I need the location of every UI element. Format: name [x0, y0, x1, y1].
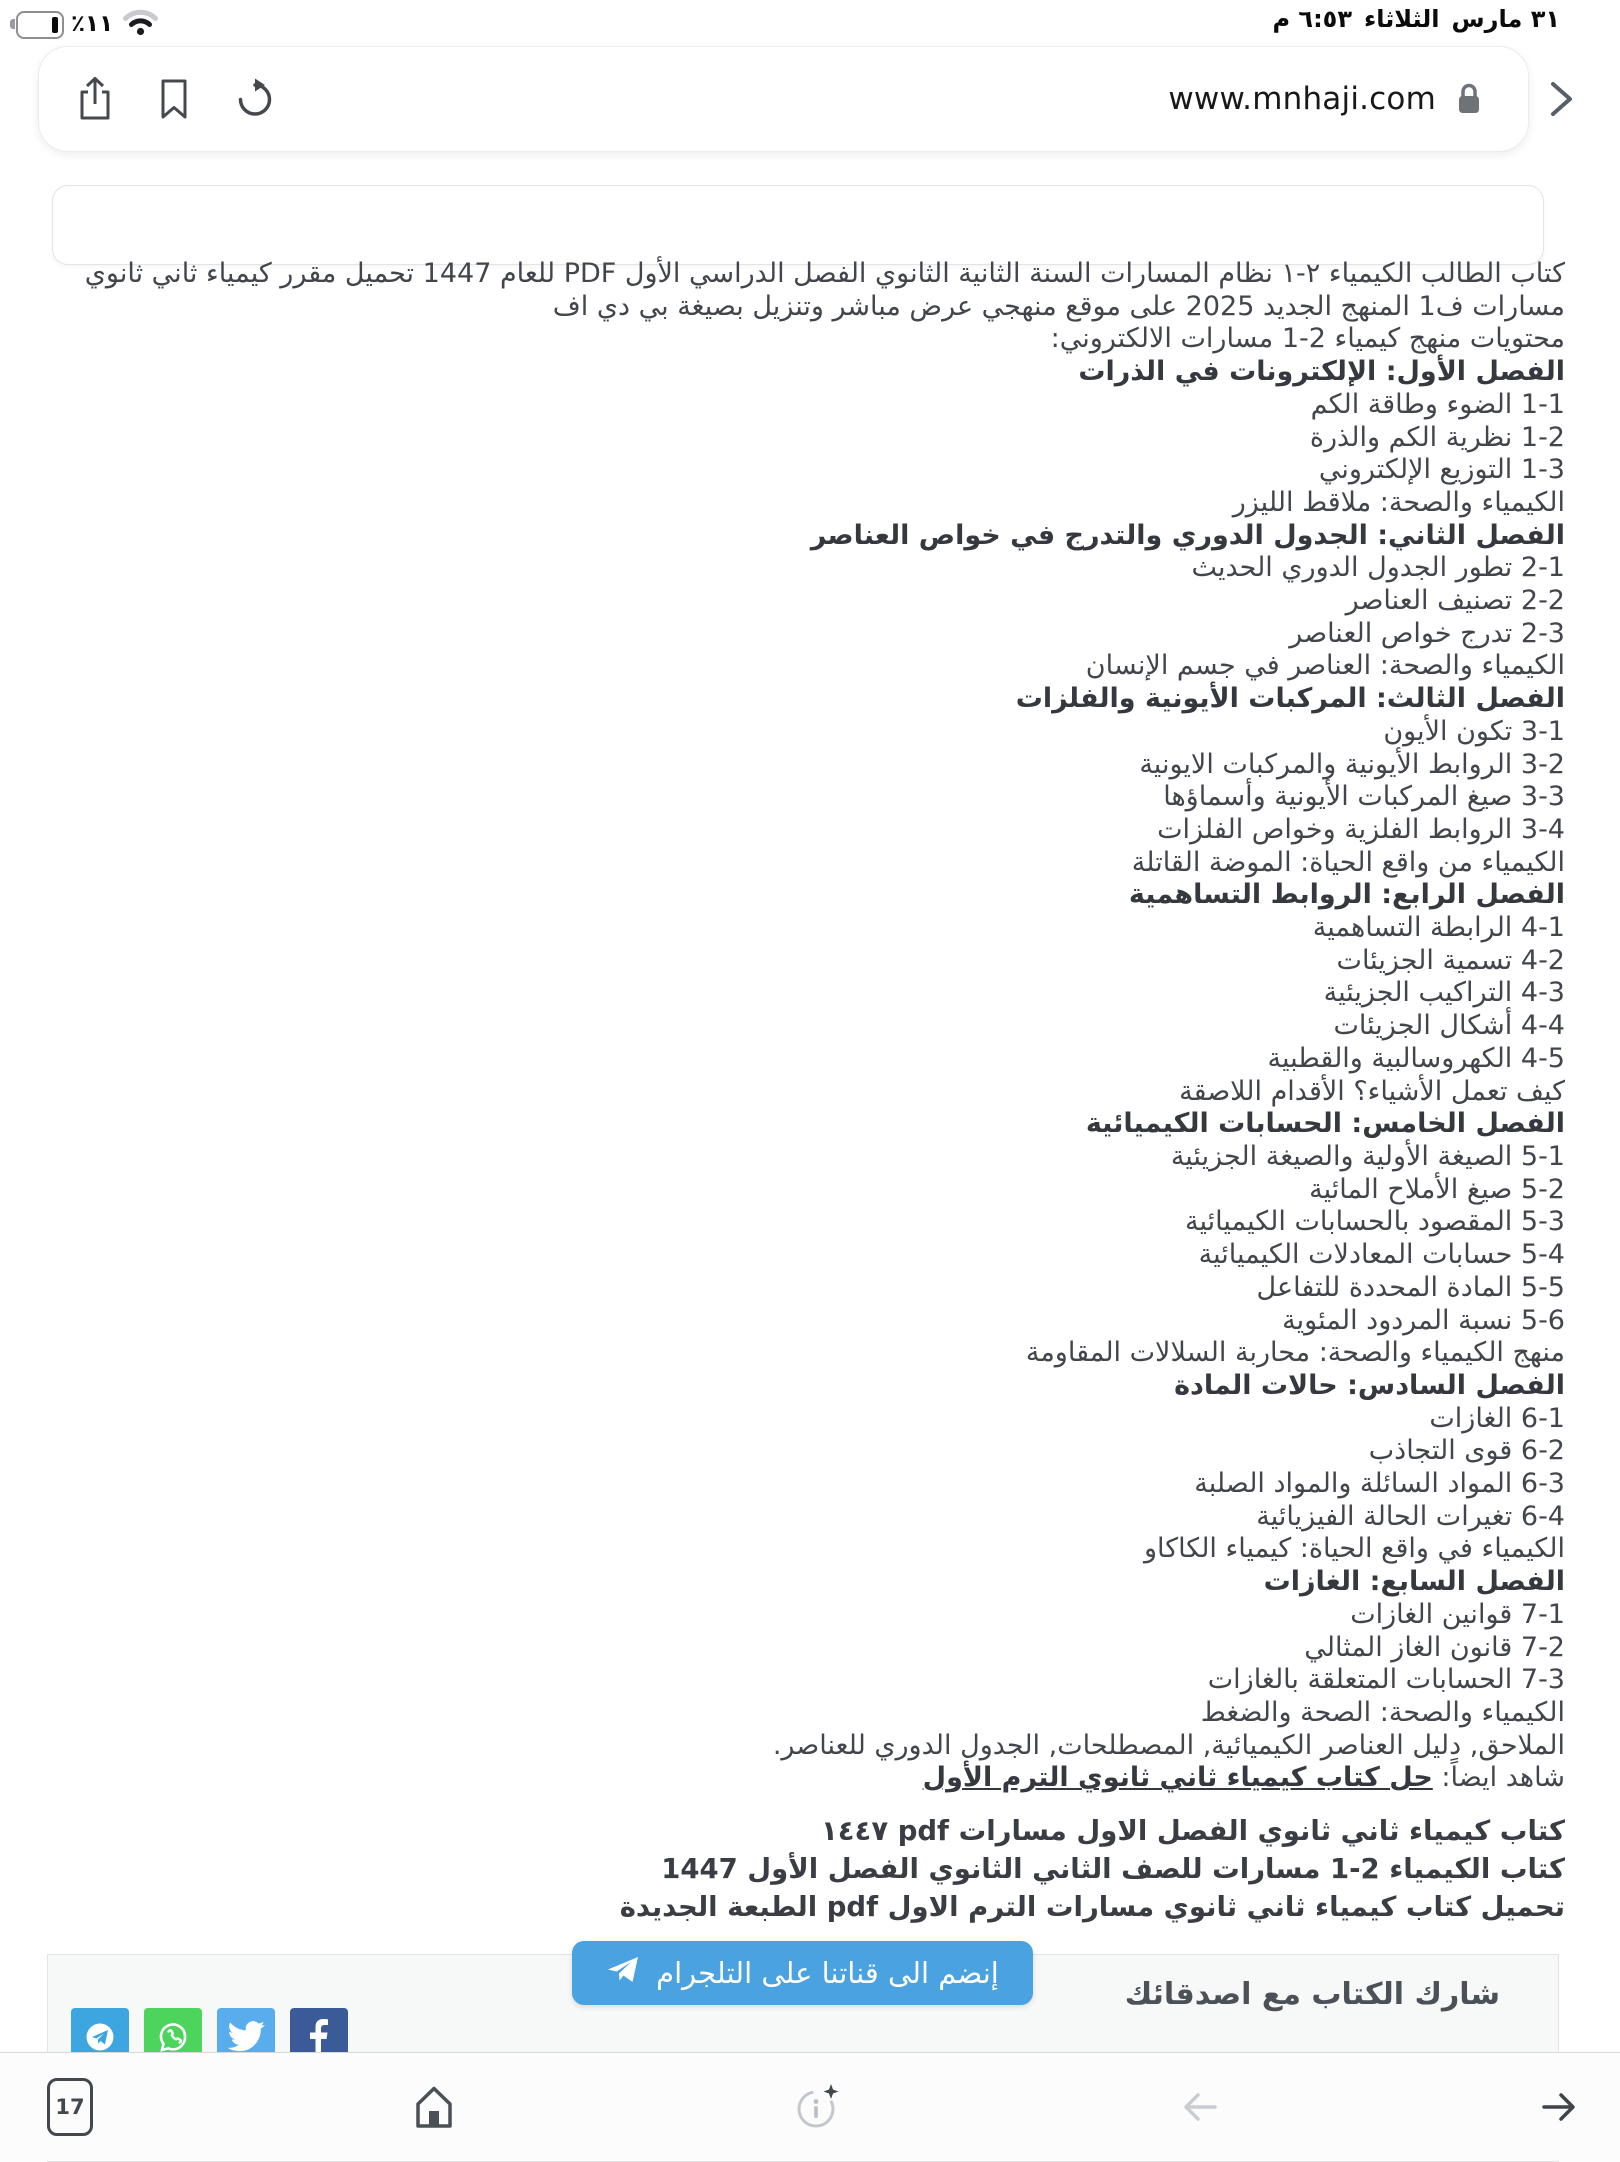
keyword-line: تحميل كتاب كيمياء ثاني ثانوي مسارات الترم الاول pdf الطبعة الجديدة	[619, 1891, 1565, 1923]
toc-line: 1-3 التوزيع الإلكتروني	[1318, 454, 1565, 486]
status-bar	[0, 0, 1620, 42]
toc-line: الملاحق, دليل العناصر الكيميائية, المصطلحات, الجدول الدوري للعناصر.	[772, 1729, 1565, 1761]
telegram-join-label: إنضم الى قناتنا على التلجرام	[656, 1956, 999, 1990]
lock-icon	[1454, 80, 1484, 118]
chapter-heading: الفصل السادس: حالات المادة	[1174, 1369, 1565, 1401]
toc-line: 5-6 نسبة المردود المئوية	[1282, 1304, 1565, 1336]
toc-line: 6-4 تغيرات الحالة الفيزيائية	[1256, 1500, 1565, 1532]
toc-line: 7-3 الحسابات المتعلقة بالغازات	[1207, 1664, 1565, 1696]
article-content	[40, 258, 1565, 1795]
toc-line: 5-4 حسابات المعادلات الكيميائية	[1198, 1239, 1565, 1271]
toc-line: 4-2 تسمية الجزيئات	[1336, 944, 1565, 976]
keyword-line: كتاب كيمياء ثاني ثانوي الفصل الاول مسارات pdf ١٤٤٧	[820, 1815, 1565, 1847]
toc-line: 5-5 المادة المحددة للتفاعل	[1256, 1271, 1565, 1303]
toc-line: 1-1 الضوء وطاقة الكم	[1310, 388, 1565, 420]
status-datetime	[1272, 5, 1560, 33]
back-arrow-icon[interactable]	[1177, 2053, 1221, 2161]
toc-line: 4-5 الكهروسالبية والقطبية	[1267, 1042, 1565, 1074]
see-also-link[interactable]: حل كتاب كيمياء ثاني ثانوي الترم الأول	[922, 1762, 1433, 1794]
intro-paragraph: كتاب الطالب الكيمياء ٢-١ نظام المسارات السنة الثانية الثانوي الفصل الدراسي الأول PDF للعام 1447 تحميل مقرر كيمياء ثاني ثانوي مسارات ف1 المنهج الجديد 2025 على موقع منهجي عرض مباشر وتنزيل بصيغة بي دي اف	[84, 258, 1565, 322]
toc-line: الكيمياء من واقع الحياة: الموضة القاتلة	[1131, 846, 1565, 878]
tabs-icon[interactable]	[47, 2053, 93, 2161]
table-of-contents	[40, 323, 1565, 1762]
toc-line: الكيمياء والصحة: العناصر في جسم الإنسان	[1085, 650, 1565, 682]
toc-line: 3-1 تكون الأيون	[1383, 715, 1565, 747]
bookmark-icon[interactable]	[157, 77, 191, 121]
toc-line: 6-3 المواد السائلة والمواد الصلبة	[1194, 1468, 1565, 1500]
toc-line: 3-2 الروابط الأيونية والمركبات الايونية	[1139, 748, 1565, 780]
url-field[interactable]	[1168, 47, 1484, 151]
toc-line: 5-1 الصيغة الأولية والصيغة الجزيئية	[1170, 1140, 1565, 1172]
chapter-heading: الفصل الثالث: المركبات الأيونية والفلزات	[1015, 683, 1565, 715]
keyword-line: كتاب الكيمياء 2-1 مسارات للصف الثاني الثانوي الفصل الأول 1447	[661, 1853, 1565, 1885]
wifi-icon	[122, 7, 159, 40]
toc-line: محتويات منهج كيمياء 2-1 مسارات الالكتروني:	[1050, 323, 1565, 355]
page-info-icon[interactable]	[791, 2053, 841, 2161]
toc-line: 7-1 قوانين الغازات	[1350, 1598, 1565, 1630]
status-date: ٣١ مارس	[1451, 5, 1560, 33]
reload-icon[interactable]	[233, 77, 277, 121]
toc-line: 6-1 الغازات	[1429, 1402, 1565, 1434]
toc-line: 3-3 صيغ المركبات الأيونية وأسماؤها	[1163, 781, 1565, 813]
toc-line: 5-3 المقصود بالحسابات الكيميائية	[1184, 1206, 1565, 1238]
forward-arrow-icon[interactable]	[1538, 2053, 1582, 2161]
toc-line: الكيمياء والصحة: ملاقط الليزر	[1232, 486, 1565, 518]
toc-line: 4-3 التراكيب الجزيئية	[1323, 977, 1565, 1009]
toc-line: 4-4 أشكال الجزيئات	[1333, 1010, 1565, 1042]
url-text: www.mnhaji.com	[1168, 81, 1436, 117]
tab-count: 17	[55, 2095, 85, 2119]
toc-line: 7-2 قانون الغاز المثالي	[1304, 1631, 1565, 1663]
chapter-heading: الفصل الأول: الإلكترونات في الذرات	[1078, 356, 1565, 388]
toolbar-left-icons	[75, 47, 277, 151]
toc-line: 5-2 صيغ الأملاح المائية	[1309, 1173, 1565, 1205]
toc-line: 2-2 تصنيف العناصر	[1345, 585, 1565, 617]
see-also-line	[40, 1762, 1565, 1795]
toc-line: 4-1 الرابطة التساهمية	[1312, 912, 1565, 944]
share-icon[interactable]	[75, 75, 115, 123]
share-section-title: شارك الكتاب مع اصدقائك	[1124, 1977, 1500, 2012]
chevron-forward-icon[interactable]	[1545, 78, 1577, 120]
browser-toolbar	[38, 46, 1529, 152]
toc-line: منهج الكيمياء والصحة: محاربة السلالات المقاومة	[1025, 1337, 1565, 1369]
toc-line: 2-1 تطور الجدول الدوري الحديث	[1191, 552, 1565, 584]
keyword-headings	[40, 1812, 1565, 1926]
toc-line: 1-2 نظرية الكم والذرة	[1309, 421, 1565, 453]
home-icon[interactable]	[412, 2053, 456, 2161]
toc-line: 3-4 الروابط الفلزية وخواص الفلزات	[1157, 813, 1565, 845]
telegram-plane-icon	[606, 1953, 640, 1994]
status-left-cluster	[10, 7, 159, 40]
toc-line: 6-2 قوى التجاذب	[1368, 1435, 1565, 1467]
see-also-prefix: شاهد ايضاً:	[1441, 1762, 1565, 1794]
status-time: ٦:٥٣ م	[1272, 5, 1352, 33]
chapter-heading: الفصل السابع: الغازات	[1263, 1566, 1565, 1598]
ad-banner-box	[52, 185, 1544, 265]
telegram-join-button[interactable]	[572, 1941, 1033, 2005]
bottom-toolbar	[0, 2052, 1620, 2161]
chapter-heading: الفصل الثاني: الجدول الدوري والتدرج في خواص العناصر	[810, 519, 1565, 551]
chapter-heading: الفصل الرابع: الروابط التساهمية	[1128, 879, 1565, 911]
chapter-heading: الفصل الخامس: الحسابات الكيميائية	[1085, 1108, 1565, 1140]
battery-icon	[10, 11, 62, 37]
toc-line: الكيمياء والصحة: الصحة والضغط	[1200, 1696, 1565, 1728]
battery-percent: ٪١١	[71, 10, 114, 37]
toc-line: الكيمياء في واقع الحياة: كيمياء الكاكاو	[1143, 1533, 1565, 1565]
status-weekday: الثلاثاء	[1363, 5, 1440, 33]
toc-line: 2-3 تدرج خواص العناصر	[1289, 617, 1565, 649]
toc-line: كيف تعمل الأشياء؟ الأقدام اللاصقة	[1179, 1075, 1565, 1107]
